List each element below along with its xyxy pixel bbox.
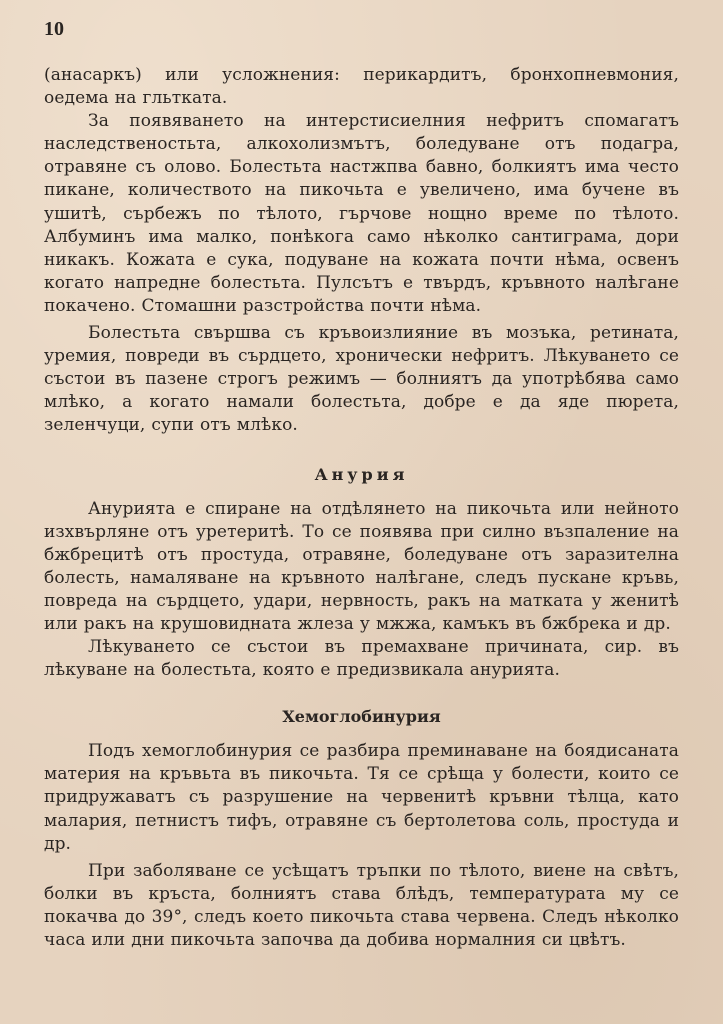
- paragraph-interstitial-nephritis: За появяването на интерстисиелния нефритъ спомагатъ наследственостьта, алкохолизмътъ, боледуване отъ подагра, отравяне съ олово. Болестьта настжпва бавно, болкиятъ има често пикане, количеството на пикочьта е увеличено, има бучене въ ушитѣ, сърбежъ по тѣлото, гърчове нощно време по тѣлото. Албуминъ има малко, понѣкога само нѣколко сантиграма, дори никакъ. Кожата е сука, подуване на кожата почти нѣма, освенъ когато напредне болестьта. Пулсътъ е твърдъ, кръвното налѣгане покачено. Стомашни разстройства почти нѣма.: [44, 111, 679, 316]
- page-number: 10: [44, 18, 64, 40]
- paragraph-hemoglobinuria-definition: Подъ хемоглобинурия се разбира преминаване на боядисаната материя на кръвьта въ пикочьта. Тя се срѣща у болести, които се придружаватъ съ разрушение на червенитѣ кръвни тѣлца, като малария, петнистъ тифъ, отравяне съ бертолетова соль, простуда и др.: [44, 741, 679, 854]
- paragraph-treatment: Болестьта свършва съ кръвоизлияние въ мозъка, ретината, уремия, повреди въ сърдцето, хронически нефритъ. Лѣкуването се състои въ пазене строгъ режимъ — болниятъ да употрѣбява само млѣко, а когато намали болестьта, добре е да яде пюрета, зеленчуци, супи отъ млѣко.: [44, 323, 679, 436]
- paragraph-anuria-treatment: Лѣкуването се състои въ премахване причината, сир. въ лѣкуване на болестьта, която е предизвикала анурията.: [44, 637, 679, 681]
- paragraph-continued: (анасаркъ) или усложнения: перикардитъ, бронхопневмония, оедема на гльтката.: [44, 65, 679, 109]
- paragraph-hemoglobinuria-symptoms: При заболяване се усѣщатъ тръпки по тѣлото, виене на свѣтъ, болки въ кръста, болниятъ става блѣдъ, температурата му се покачва до 39°, следъ което пикочьта става червена. Следъ нѣколко часа или дни пикочьта започва да добива нормалния си цвѣтъ.: [44, 860, 679, 950]
- section-heading-hemoglobinuria: Хемоглобинурия: [282, 707, 441, 727]
- paragraph-anuria-definition: Анурията е спиране на отдѣлянето на пикочьта или нейното изхвърляне отъ уретеритѣ. То се появява при силно възпаление на бжбрецитѣ отъ простуда, отравяне, боледуване отъ заразителна болесть, намаляване на кръвното налѣгане, следъ пускане кръвь, повреда на сърдцето, удари, нервность, ракъ на матката у женитѣ или ракъ на крушовидната жлеза у мжжа, камъкъ въ бжбрека и др.: [44, 498, 679, 634]
- section-heading-anuria: Анурия: [314, 464, 409, 484]
